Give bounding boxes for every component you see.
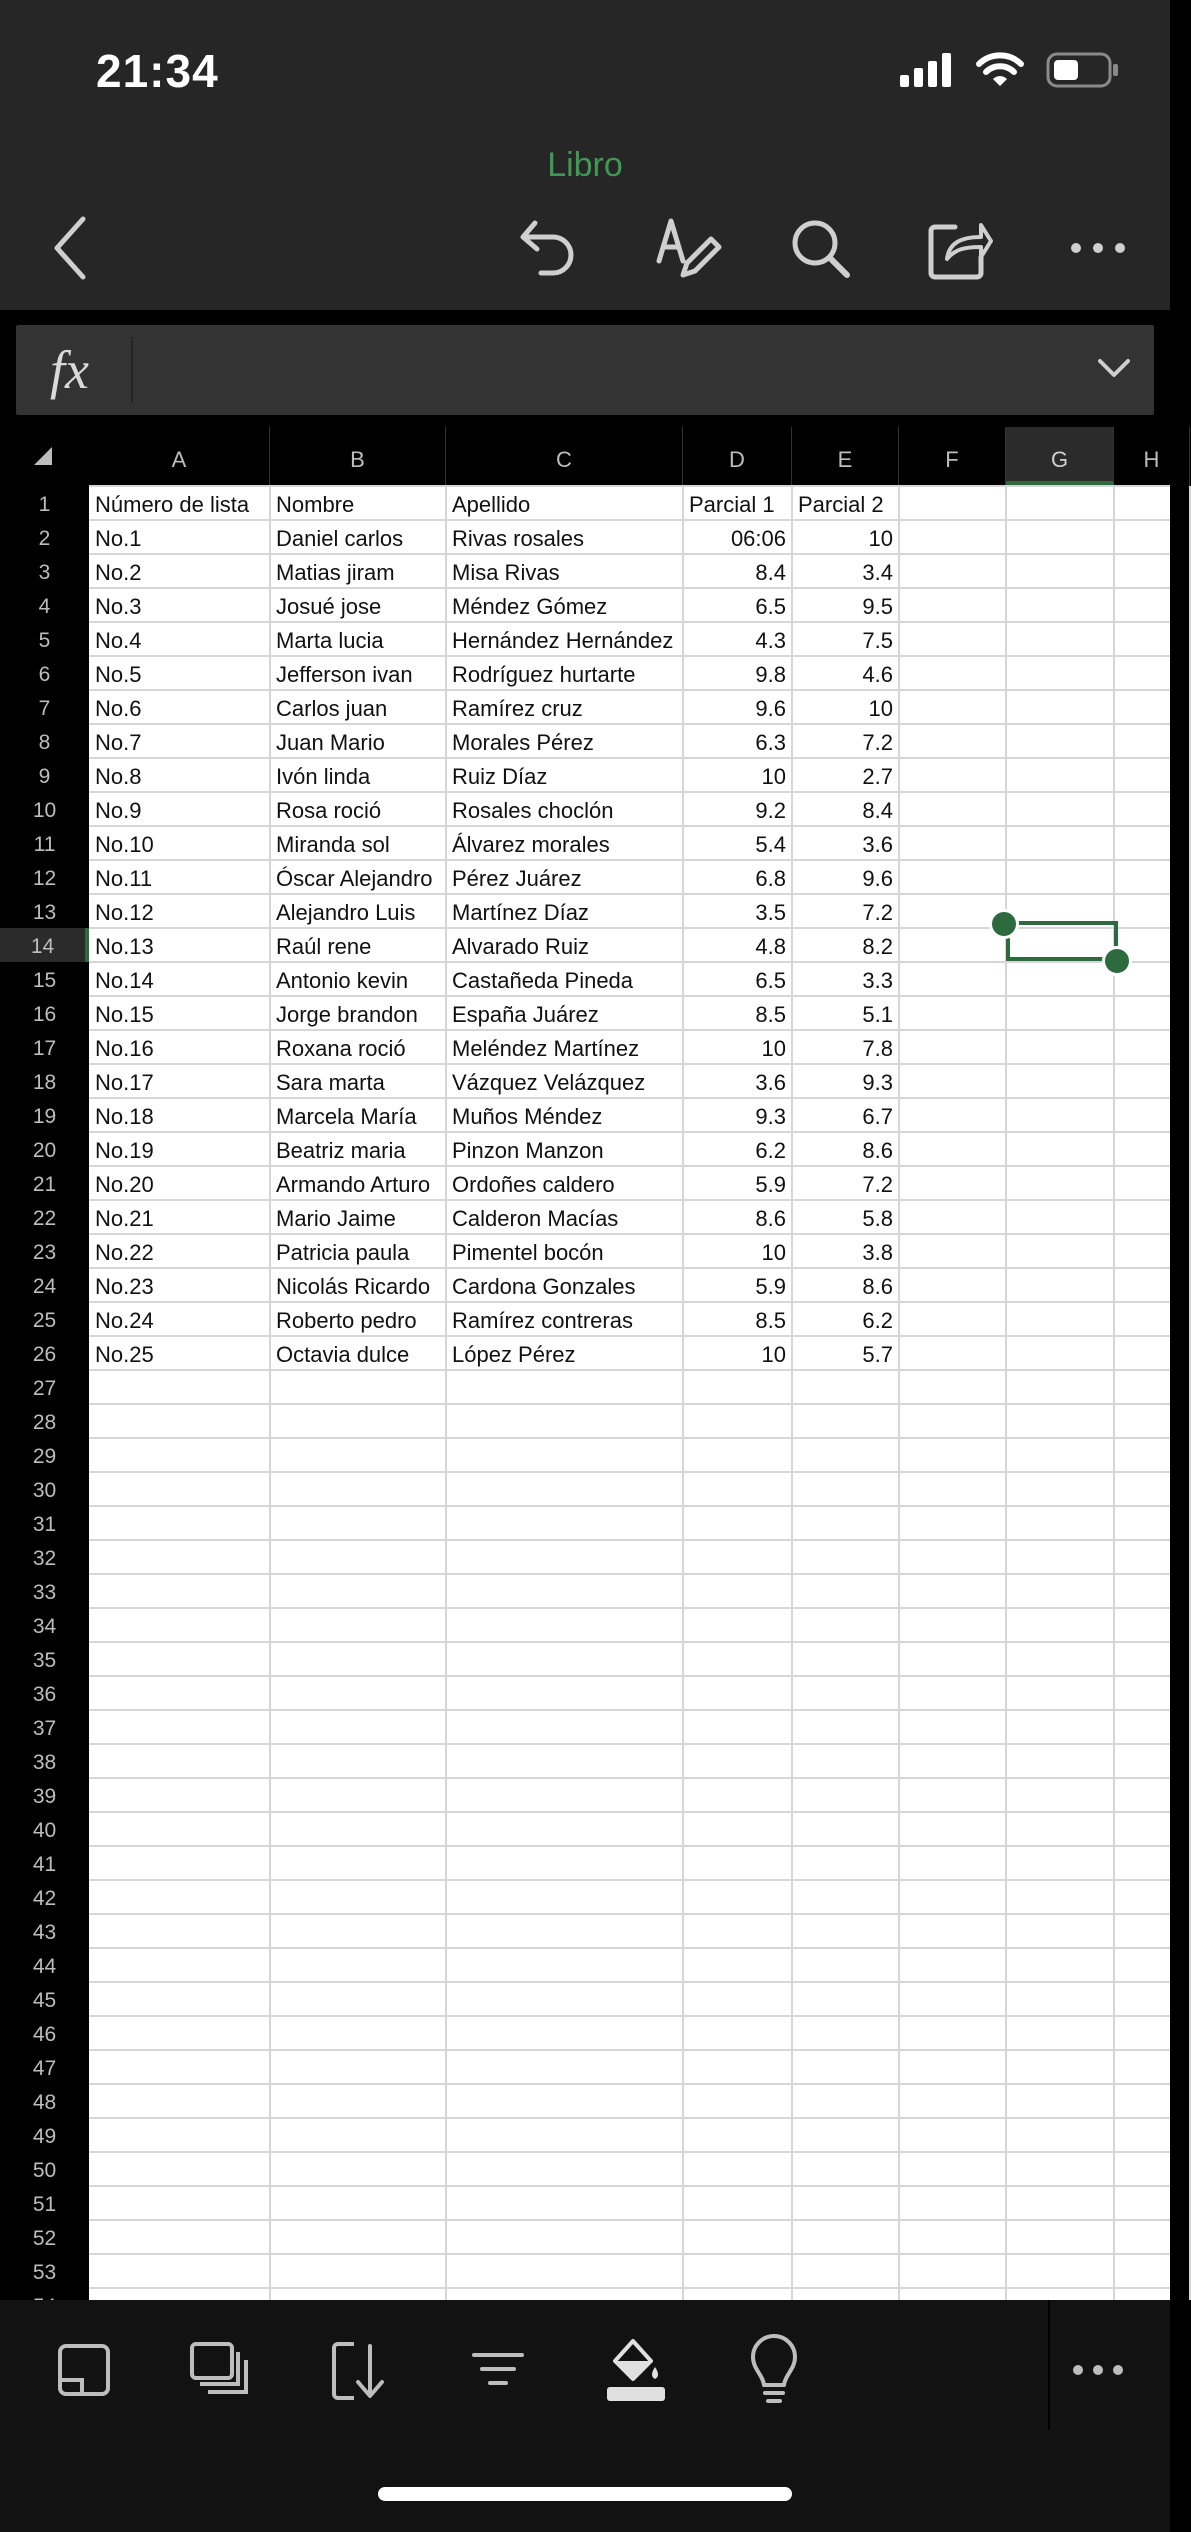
- toolbar-divider: [1048, 2300, 1050, 2430]
- cell-e26[interactable]: 5.7: [862, 1342, 893, 1367]
- cell-c9[interactable]: Ruiz Díaz: [452, 764, 548, 789]
- cell-d6[interactable]: 9.8: [755, 662, 786, 687]
- cell-b24[interactable]: Nicolás Ricardo: [276, 1274, 431, 1299]
- cell-a8[interactable]: No.7: [95, 730, 142, 755]
- column-header-d[interactable]: D: [683, 427, 792, 486]
- cell-b5[interactable]: Marta lucia: [276, 628, 384, 653]
- cell-b13[interactable]: Alejandro Luis: [276, 900, 416, 925]
- row-header-33[interactable]: 33: [32, 1581, 57, 1604]
- battery-icon: [1046, 52, 1120, 88]
- grid-row-line: [89, 1981, 1170, 1983]
- search-icon: [785, 213, 855, 283]
- cell-a2[interactable]: No.1: [95, 526, 142, 551]
- cell-b22[interactable]: Mario Jaime: [276, 1206, 396, 1231]
- row-header-24[interactable]: 24: [32, 1275, 57, 1298]
- cell-a19[interactable]: No.18: [95, 1104, 154, 1129]
- cell-b1[interactable]: Nombre: [276, 492, 355, 517]
- more-options-button[interactable]: [1050, 200, 1146, 296]
- row-header-35[interactable]: 35: [32, 1649, 57, 1672]
- row-header-42[interactable]: 42: [32, 1887, 57, 1910]
- grid-row-line: [89, 1947, 1170, 1949]
- column-header-f[interactable]: F: [899, 427, 1006, 486]
- cell-a17[interactable]: No.16: [95, 1036, 154, 1061]
- cell-b23[interactable]: Patricia paula: [276, 1240, 410, 1265]
- grid-row-line: [89, 1199, 1170, 1201]
- cell-a3[interactable]: No.2: [95, 560, 142, 585]
- row-header-2[interactable]: 2: [38, 527, 51, 550]
- cell-e20[interactable]: 8.6: [862, 1138, 893, 1163]
- cell-a11[interactable]: No.10: [95, 832, 154, 857]
- cell-e3[interactable]: 3.4: [862, 560, 893, 585]
- cell-d17[interactable]: 10: [761, 1036, 786, 1061]
- sheets-button[interactable]: [180, 2330, 260, 2410]
- cell-d8[interactable]: 6.3: [755, 730, 786, 755]
- cell-d9[interactable]: 10: [761, 764, 786, 789]
- spreadsheet-grid[interactable]: [0, 427, 1170, 2300]
- cell-d1[interactable]: Parcial 1: [689, 492, 775, 517]
- more-commands-button[interactable]: [1058, 2330, 1138, 2410]
- cell-e12[interactable]: 9.6: [862, 866, 893, 891]
- cell-b26[interactable]: Octavia dulce: [276, 1342, 410, 1367]
- row-header-50[interactable]: 50: [32, 2159, 57, 2182]
- cell-b10[interactable]: Rosa roció: [276, 798, 382, 823]
- grid-row-line: [89, 1573, 1170, 1575]
- row-header-23[interactable]: 23: [32, 1241, 57, 1264]
- row-header-32[interactable]: 32: [32, 1547, 57, 1570]
- row-header-41[interactable]: 41: [32, 1853, 57, 1876]
- filter-button[interactable]: [458, 2330, 538, 2410]
- filter-icon: [468, 2345, 528, 2395]
- cell-b8[interactable]: Juan Mario: [276, 730, 385, 755]
- cell-c26[interactable]: López Pérez: [452, 1342, 576, 1367]
- row-header-45[interactable]: 45: [32, 1989, 57, 2012]
- cell-d3[interactable]: 8.4: [755, 560, 786, 585]
- row-header-8[interactable]: 8: [38, 731, 51, 754]
- cell-c1[interactable]: Apellido: [452, 492, 531, 517]
- row-header-40[interactable]: 40: [32, 1819, 57, 1842]
- cell-c15[interactable]: Castañeda Pineda: [452, 968, 634, 993]
- row-header-26[interactable]: 26: [32, 1343, 57, 1366]
- grid-row-line: [89, 1879, 1170, 1881]
- cell-a7[interactable]: No.6: [95, 696, 142, 721]
- grid-row-line: [89, 519, 1170, 521]
- cell-d7[interactable]: 9.6: [755, 696, 786, 721]
- column-header-e[interactable]: E: [792, 427, 899, 486]
- fill-color-button[interactable]: [596, 2330, 676, 2410]
- cell-a23[interactable]: No.22: [95, 1240, 154, 1265]
- cell-d14[interactable]: 4.8: [755, 934, 786, 959]
- cell-e7[interactable]: 10: [868, 696, 893, 721]
- cell-e17[interactable]: 7.8: [862, 1036, 893, 1061]
- draw-button[interactable]: [640, 200, 736, 296]
- cell-e11[interactable]: 3.6: [862, 832, 893, 857]
- back-button[interactable]: [24, 200, 120, 296]
- undo-button[interactable]: [500, 200, 596, 296]
- grid-row-line: [89, 1607, 1170, 1609]
- row-header-48[interactable]: 48: [32, 2091, 57, 2114]
- row-header-46[interactable]: 46: [32, 2023, 57, 2046]
- cell-d20[interactable]: 6.2: [755, 1138, 786, 1163]
- row-header-18[interactable]: 18: [32, 1071, 57, 1094]
- row-header-12[interactable]: 12: [32, 867, 57, 890]
- row-header-3[interactable]: 3: [38, 561, 51, 584]
- cell-d16[interactable]: 8.5: [755, 1002, 786, 1027]
- grid-row-line: [89, 1471, 1170, 1473]
- cell-e15[interactable]: 3.3: [862, 968, 893, 993]
- sort-button[interactable]: [318, 2330, 398, 2410]
- cell-c17[interactable]: Meléndez Martínez: [452, 1036, 640, 1061]
- row-header-4[interactable]: 4: [38, 595, 51, 618]
- cell-a21[interactable]: No.20: [95, 1172, 154, 1197]
- top-bar: [0, 0, 1170, 310]
- grid-row-line: [89, 1777, 1170, 1779]
- grid-row-line: [89, 2083, 1170, 2085]
- draw-pen-icon: [653, 213, 723, 283]
- row-header-31[interactable]: 31: [32, 1513, 57, 1536]
- cell-c21[interactable]: Ordoñes caldero: [452, 1172, 615, 1197]
- cell-d5[interactable]: 4.3: [755, 628, 786, 653]
- grid-row-line: [89, 1709, 1170, 1711]
- cell-d19[interactable]: 9.3: [755, 1104, 786, 1129]
- row-header-27[interactable]: 27: [32, 1377, 57, 1400]
- status-time: 21:34: [96, 45, 219, 97]
- row-header-52[interactable]: 52: [32, 2227, 57, 2250]
- cell-a25[interactable]: No.24: [95, 1308, 154, 1333]
- cell-c3[interactable]: Misa Rivas: [452, 560, 560, 585]
- cell-a10[interactable]: No.9: [95, 798, 142, 823]
- grid-row-line: [89, 1437, 1170, 1439]
- row-header-14[interactable]: 14: [0, 928, 89, 962]
- row-header-6[interactable]: 6: [38, 663, 51, 686]
- grid-row-line: [89, 1131, 1170, 1133]
- cell-b19[interactable]: Marcela María: [276, 1104, 417, 1129]
- row-header-34[interactable]: 34: [32, 1615, 57, 1638]
- cell-e2[interactable]: 10: [868, 526, 893, 551]
- cell-a13[interactable]: No.12: [95, 900, 154, 925]
- row-header-36[interactable]: 36: [32, 1683, 57, 1706]
- column-header-b[interactable]: B: [270, 427, 446, 486]
- cell-d22[interactable]: 8.6: [755, 1206, 786, 1231]
- status-icons: [900, 52, 1120, 88]
- home-indicator[interactable]: [378, 2487, 792, 2501]
- grid-row-line: [89, 1403, 1170, 1405]
- grid-row-line: [89, 2015, 1170, 2017]
- grid-row-line: [89, 1641, 1170, 1643]
- cell-e13[interactable]: 7.2: [862, 900, 893, 925]
- row-header-51[interactable]: 51: [32, 2193, 57, 2216]
- cell-e5[interactable]: 7.5: [862, 628, 893, 653]
- row-header-22[interactable]: 22: [32, 1207, 57, 1230]
- row-header-28[interactable]: 28: [32, 1411, 57, 1434]
- cell-d18[interactable]: 3.6: [755, 1070, 786, 1095]
- cell-e14[interactable]: 8.2: [862, 934, 893, 959]
- cell-d2[interactable]: 06:06: [730, 526, 786, 551]
- cell-e16[interactable]: 5.1: [862, 1002, 893, 1027]
- ideas-button[interactable]: [734, 2330, 814, 2410]
- row-header-25[interactable]: 25: [32, 1309, 57, 1332]
- cell-b2[interactable]: Daniel carlos: [276, 526, 404, 551]
- share-button[interactable]: [912, 200, 1008, 296]
- more-icon: [1068, 238, 1128, 258]
- cell-d11[interactable]: 5.4: [755, 832, 786, 857]
- cell-c6[interactable]: Rodríguez hurtarte: [452, 662, 636, 687]
- cell-c22[interactable]: Calderon Macías: [452, 1206, 619, 1231]
- grid-row-line: [89, 2287, 1170, 2289]
- cell-c19[interactable]: Muños Méndez: [452, 1104, 603, 1129]
- row-header-17[interactable]: 17: [32, 1037, 57, 1060]
- cell-a6[interactable]: No.5: [95, 662, 142, 687]
- grid-row-line: [89, 1233, 1170, 1235]
- cell-c24[interactable]: Cardona Gonzales: [452, 1274, 636, 1299]
- cell-c4[interactable]: Méndez Gómez: [452, 594, 608, 619]
- selected-cell-G14[interactable]: [1006, 921, 1118, 961]
- row-header-30[interactable]: 30: [32, 1479, 57, 1502]
- chevron-down-icon: [1092, 345, 1136, 389]
- cell-a4[interactable]: No.3: [95, 594, 142, 619]
- document-title[interactable]: Libro: [547, 146, 623, 184]
- grid-row-line: [89, 893, 1170, 895]
- cell-c10[interactable]: Rosales choclón: [452, 798, 614, 823]
- row-headers: [0, 486, 89, 2300]
- selection-handle-bottom-right[interactable]: [1102, 946, 1132, 976]
- cell-c12[interactable]: Pérez Juárez: [452, 866, 582, 891]
- grid-row-line: [89, 1539, 1170, 1541]
- row-header-37[interactable]: 37: [32, 1717, 57, 1740]
- grid-row-line: [89, 2049, 1170, 2051]
- share-icon: [925, 213, 995, 283]
- row-header-20[interactable]: 20: [32, 1139, 57, 1162]
- grid-row-line: [89, 485, 1170, 487]
- cell-e4[interactable]: 9.5: [862, 594, 893, 619]
- search-button[interactable]: [772, 200, 868, 296]
- cell-c11[interactable]: Álvarez morales: [452, 832, 610, 857]
- grid-row-line: [89, 553, 1170, 555]
- column-header-a[interactable]: A: [89, 427, 270, 486]
- cell-e10[interactable]: 8.4: [862, 798, 893, 823]
- cell-grid[interactable]: [89, 486, 1170, 2300]
- cell-e24[interactable]: 8.6: [862, 1274, 893, 1299]
- sheet-view-button[interactable]: [44, 2330, 124, 2410]
- cell-d10[interactable]: 9.2: [755, 798, 786, 823]
- cell-e9[interactable]: 2.7: [862, 764, 893, 789]
- select-all-corner[interactable]: [0, 427, 89, 486]
- cell-a15[interactable]: No.14: [95, 968, 154, 993]
- cell-d25[interactable]: 8.5: [755, 1308, 786, 1333]
- undo-icon: [513, 213, 583, 283]
- row-header-19[interactable]: 19: [32, 1105, 57, 1128]
- formula-bar[interactable]: [16, 325, 1154, 415]
- cell-b17[interactable]: Roxana roció: [276, 1036, 406, 1061]
- cell-a22[interactable]: No.21: [95, 1206, 154, 1231]
- grid-row-line: [89, 757, 1170, 759]
- cell-a18[interactable]: No.17: [95, 1070, 154, 1095]
- cell-b16[interactable]: Jorge brandon: [276, 1002, 418, 1027]
- grid-row-line: [89, 1811, 1170, 1813]
- cell-d23[interactable]: 10: [761, 1240, 786, 1265]
- grid-row-line: [89, 1675, 1170, 1677]
- cell-e22[interactable]: 5.8: [862, 1206, 893, 1231]
- cell-a16[interactable]: No.15: [95, 1002, 154, 1027]
- cell-c14[interactable]: Alvarado Ruiz: [452, 934, 589, 959]
- cell-a12[interactable]: No.11: [95, 866, 153, 891]
- cell-b3[interactable]: Matias jiram: [276, 560, 395, 585]
- sheet-view-icon: [54, 2340, 114, 2400]
- row-header-9[interactable]: 9: [38, 765, 51, 788]
- cell-d26[interactable]: 10: [761, 1342, 786, 1367]
- grid-row-line: [89, 2185, 1170, 2187]
- column-header-c[interactable]: C: [446, 427, 683, 486]
- row-header-47[interactable]: 47: [32, 2057, 57, 2080]
- cell-e6[interactable]: 4.6: [862, 662, 893, 687]
- selection-handle-top-left[interactable]: [989, 909, 1019, 939]
- cell-e8[interactable]: 7.2: [862, 730, 893, 755]
- grid-row-line: [89, 791, 1170, 793]
- cell-b12[interactable]: Óscar Alejandro: [276, 866, 433, 891]
- cell-b21[interactable]: Armando Arturo: [276, 1172, 431, 1197]
- grid-row-line: [89, 2253, 1170, 2255]
- expand-formula-button[interactable]: [1092, 345, 1136, 394]
- cell-c8[interactable]: Morales Pérez: [452, 730, 594, 755]
- cell-e25[interactable]: 6.2: [862, 1308, 893, 1333]
- row-header-5[interactable]: 5: [38, 629, 51, 652]
- more-icon: [1070, 2360, 1126, 2380]
- row-header-29[interactable]: 29: [32, 1445, 57, 1468]
- cell-b7[interactable]: Carlos juan: [276, 696, 388, 721]
- row-header-39[interactable]: 39: [32, 1785, 57, 1808]
- cell-e19[interactable]: 6.7: [862, 1104, 893, 1129]
- cell-e23[interactable]: 3.8: [862, 1240, 893, 1265]
- grid-row-line: [89, 1165, 1170, 1167]
- cell-d24[interactable]: 5.9: [755, 1274, 786, 1299]
- cell-d4[interactable]: 6.5: [755, 594, 786, 619]
- cell-c20[interactable]: Pinzon Manzon: [452, 1138, 604, 1163]
- cell-c23[interactable]: Pimentel bocón: [452, 1240, 604, 1265]
- row-header-7[interactable]: 7: [38, 697, 51, 720]
- cell-b15[interactable]: Antonio kevin: [276, 968, 409, 993]
- cell-e1[interactable]: Parcial 2: [798, 492, 884, 517]
- cell-d12[interactable]: 6.8: [755, 866, 786, 891]
- cell-a26[interactable]: No.25: [95, 1342, 154, 1367]
- row-header-15[interactable]: 15: [32, 969, 57, 992]
- cell-b9[interactable]: Ivón linda: [276, 764, 371, 789]
- row-header-1[interactable]: 1: [38, 493, 51, 516]
- cell-c2[interactable]: Rivas rosales: [452, 526, 585, 551]
- select-all-triangle-icon: [0, 427, 89, 486]
- cell-a14[interactable]: No.13: [95, 934, 154, 959]
- row-header-11[interactable]: 11: [33, 833, 56, 856]
- grid-row-line: [89, 587, 1170, 589]
- cell-a9[interactable]: No.8: [95, 764, 142, 789]
- grid-row-line: [89, 1913, 1170, 1915]
- sheets-icon: [188, 2340, 252, 2400]
- cell-d13[interactable]: 3.5: [755, 900, 786, 925]
- cell-b11[interactable]: Miranda sol: [276, 832, 390, 857]
- row-header-21[interactable]: 21: [32, 1173, 57, 1196]
- grid-row-line: [89, 1743, 1170, 1745]
- grid-row-line: [89, 2151, 1170, 2153]
- grid-row-line: [89, 859, 1170, 861]
- cell-a1[interactable]: Número de lista: [95, 492, 250, 517]
- row-header-38[interactable]: 38: [32, 1751, 57, 1774]
- row-header-13[interactable]: 13: [32, 901, 57, 924]
- cell-a20[interactable]: No.19: [95, 1138, 154, 1163]
- row-header-44[interactable]: 44: [32, 1955, 57, 1978]
- row-header-16[interactable]: 16: [32, 1003, 57, 1026]
- row-header-49[interactable]: 49: [32, 2125, 57, 2148]
- cell-b25[interactable]: Roberto pedro: [276, 1308, 417, 1333]
- grid-row-line: [89, 2219, 1170, 2221]
- cell-c7[interactable]: Ramírez cruz: [452, 696, 583, 721]
- cell-b20[interactable]: Beatriz maria: [276, 1138, 406, 1163]
- ideas-lightbulb-icon: [747, 2335, 801, 2405]
- cell-d21[interactable]: 5.9: [755, 1172, 786, 1197]
- cell-c13[interactable]: Martínez Díaz: [452, 900, 589, 925]
- cellular-signal-icon: [900, 53, 954, 87]
- cell-b18[interactable]: Sara marta: [276, 1070, 385, 1095]
- column-header-h[interactable]: H: [1114, 427, 1190, 486]
- grid-row-line: [89, 723, 1170, 725]
- cell-c5[interactable]: Hernández Hernández: [452, 628, 674, 653]
- cell-b14[interactable]: Raúl rene: [276, 934, 372, 959]
- column-headers: [0, 427, 1170, 486]
- fx-label[interactable]: fx: [50, 340, 89, 400]
- sort-icon: [328, 2338, 388, 2402]
- cell-c18[interactable]: Vázquez Velázquez: [452, 1070, 646, 1095]
- cell-c16[interactable]: España Juárez: [452, 1002, 599, 1027]
- fill-color-icon: [603, 2335, 669, 2405]
- formula-separator: [131, 337, 133, 403]
- grid-row-line: [89, 1845, 1170, 1847]
- row-header-53[interactable]: 53: [32, 2261, 57, 2284]
- cell-c25[interactable]: Ramírez contreras: [452, 1308, 633, 1333]
- row-header-10[interactable]: 10: [32, 799, 57, 822]
- wifi-icon: [976, 52, 1024, 88]
- cell-e18[interactable]: 9.3: [862, 1070, 893, 1095]
- row-header-43[interactable]: 43: [32, 1921, 57, 1944]
- cell-a5[interactable]: No.4: [95, 628, 142, 653]
- column-header-g[interactable]: G: [1006, 427, 1114, 486]
- grid-row-line: [89, 1369, 1170, 1371]
- cell-a24[interactable]: No.23: [95, 1274, 154, 1299]
- grid-row-line: [89, 2117, 1170, 2119]
- cell-d15[interactable]: 6.5: [755, 968, 786, 993]
- back-chevron-icon: [47, 213, 97, 283]
- cell-b4[interactable]: Josué jose: [276, 594, 382, 619]
- cell-e21[interactable]: 7.2: [862, 1172, 893, 1197]
- grid-row-line: [89, 1505, 1170, 1507]
- cell-b6[interactable]: Jefferson ivan: [276, 662, 413, 687]
- grid-row-line: [89, 825, 1170, 827]
